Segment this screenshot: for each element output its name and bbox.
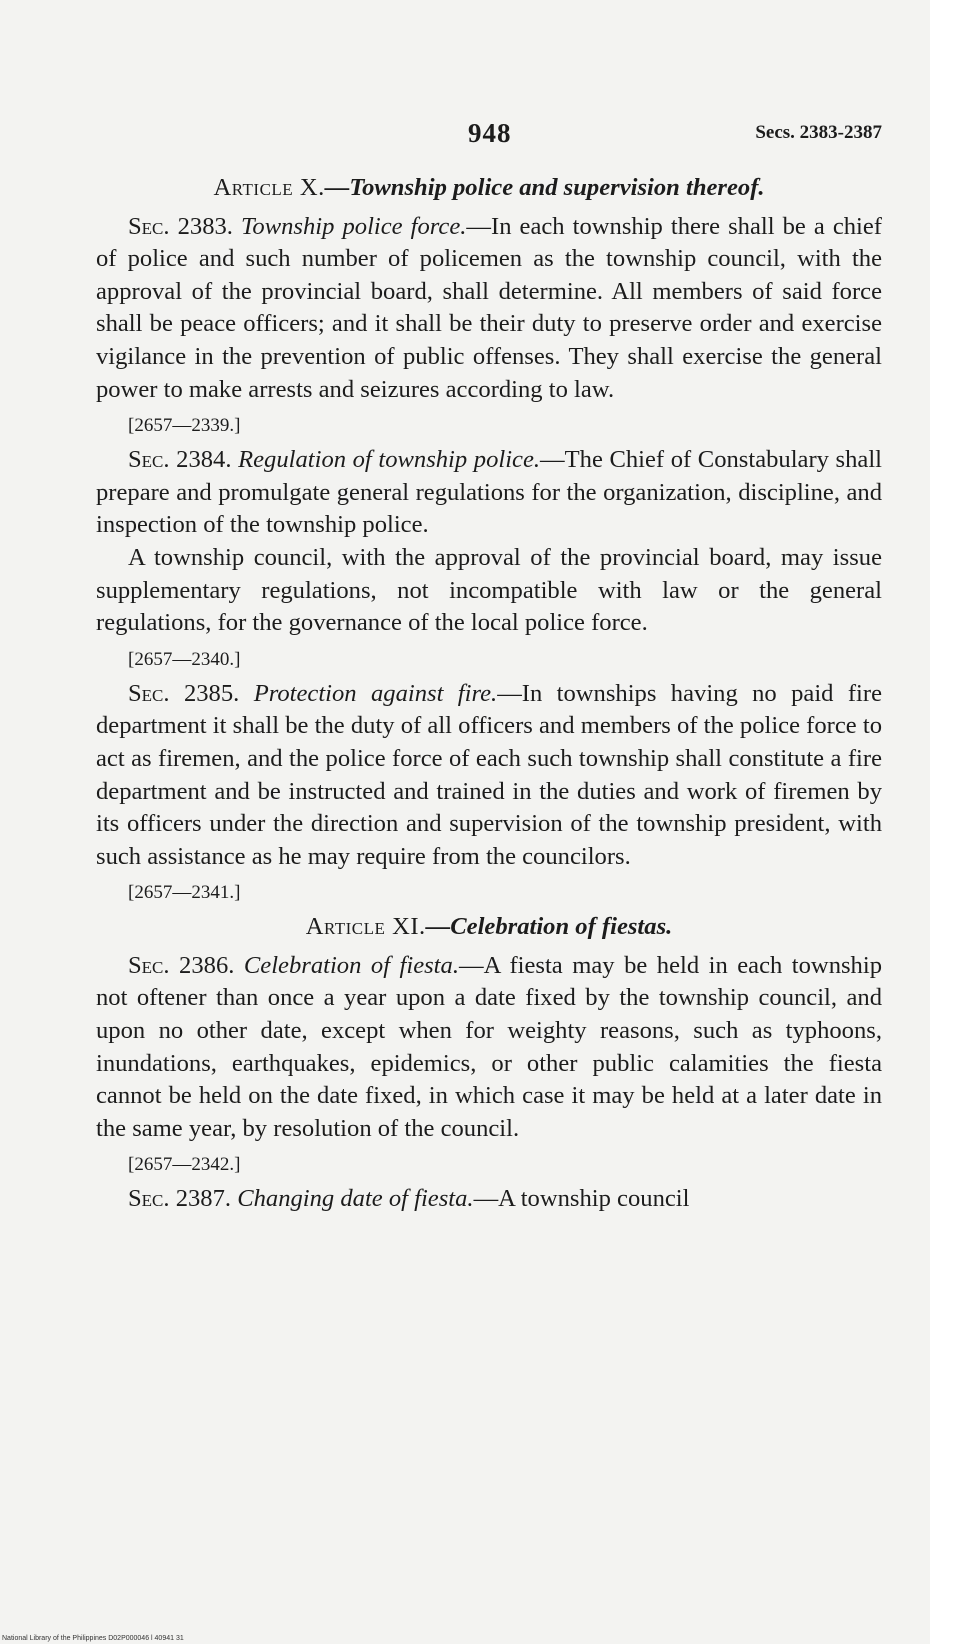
sec-2385-label: Sec. 2385. [128, 679, 240, 707]
sec-2384-text: —The Chief of Constabulary shall prepare and promulgate general regulations for the organization, discipline, and inspection of the township police. [96, 446, 882, 539]
page-header [100, 118, 882, 158]
sec-2383-label: Sec. 2383. [128, 212, 233, 240]
sec-2386-title: Celebration of fiesta. [243, 951, 459, 979]
sec-2386-paragraph [96, 950, 882, 1146]
sec-2385-citation: [2657—2341.] [128, 882, 241, 904]
article-x-heading [96, 172, 882, 205]
sec-2387-label: Sec. 2387. [128, 1185, 232, 1213]
sec-2385-title: Protection against fire. [253, 679, 498, 707]
scan-footer: National Library of the Philippines D02P000046 l 40941 31 [2, 1635, 184, 1642]
sec-2387-title: Changing date of fiesta. [237, 1185, 474, 1213]
sec-2384-paragraph [96, 444, 882, 542]
sec-2386-label: Sec. 2386. [128, 951, 235, 979]
page-number: 948 [468, 118, 512, 148]
sec-2385-paragraph [96, 678, 882, 874]
page-margin [930, 0, 975, 1644]
sec-2384-paragraph-2: A township council, with the approval of the provincial board, may issue supplementary regulations, not incompatible with law or the general regulations, for the governance of the local police force. [96, 543, 882, 637]
sec-2384-label: Sec. 2384. [128, 446, 232, 474]
sec-2383-title: Township police force. [241, 212, 467, 240]
sec-2386-text: —A fiesta may be held in each township not oftener than once a year upon a date fixed by the township council, and upon no other date, except when for weighty reasons, such as typhoons, inundations, earthquakes, epidemics, or other public calamities the fiesta cannot be held on the date fixed, in which case it may be held at a later date in the same year, by resolution of the council. [96, 951, 882, 1142]
section-range: Secs. 2383-2387 [755, 122, 882, 143]
sec-2387-paragraph [96, 1183, 882, 1216]
article-x-label: Article X. [213, 174, 325, 201]
sec-2387-text: —A township council [473, 1185, 690, 1213]
sec-2384-title: Regulation of township police. [238, 446, 541, 474]
article-x-title: —Township police and supervision thereof. [324, 174, 765, 201]
sec-2383-paragraph [96, 211, 882, 407]
article-xi-heading [96, 911, 882, 944]
sec-2383-citation: [2657—2339.] [128, 415, 241, 437]
document-body [96, 172, 882, 1216]
sec-2385-text: —In townships having no paid fire department it shall be the duty of all officers and members of the police force to act as firemen, and the police force of each such township shall constitute a fire department and be instructed and trained in the duties and work of firemen by its officers under the direction and supervision of the township president, with such assistance as he may require from the councilors. [96, 679, 882, 870]
sec-2386-citation: [2657—2342.] [128, 1154, 241, 1176]
article-xi-label: Article XI. [305, 913, 426, 941]
sec-2384-citation: [2657—2340.] [128, 648, 241, 670]
sec-2383-text: —In each township there shall be a chief of police and such number of policemen as the township council, with the approval of the provincial board, shall determine. All members of said force shall be peace officers; and it shall be their duty to preserve order and exercise vigilance in the prevention of public offenses. They shall exercise the general power to make arrests and seizures according to law. [96, 212, 882, 403]
article-xi-title: —Celebration of fiestas. [425, 913, 673, 941]
